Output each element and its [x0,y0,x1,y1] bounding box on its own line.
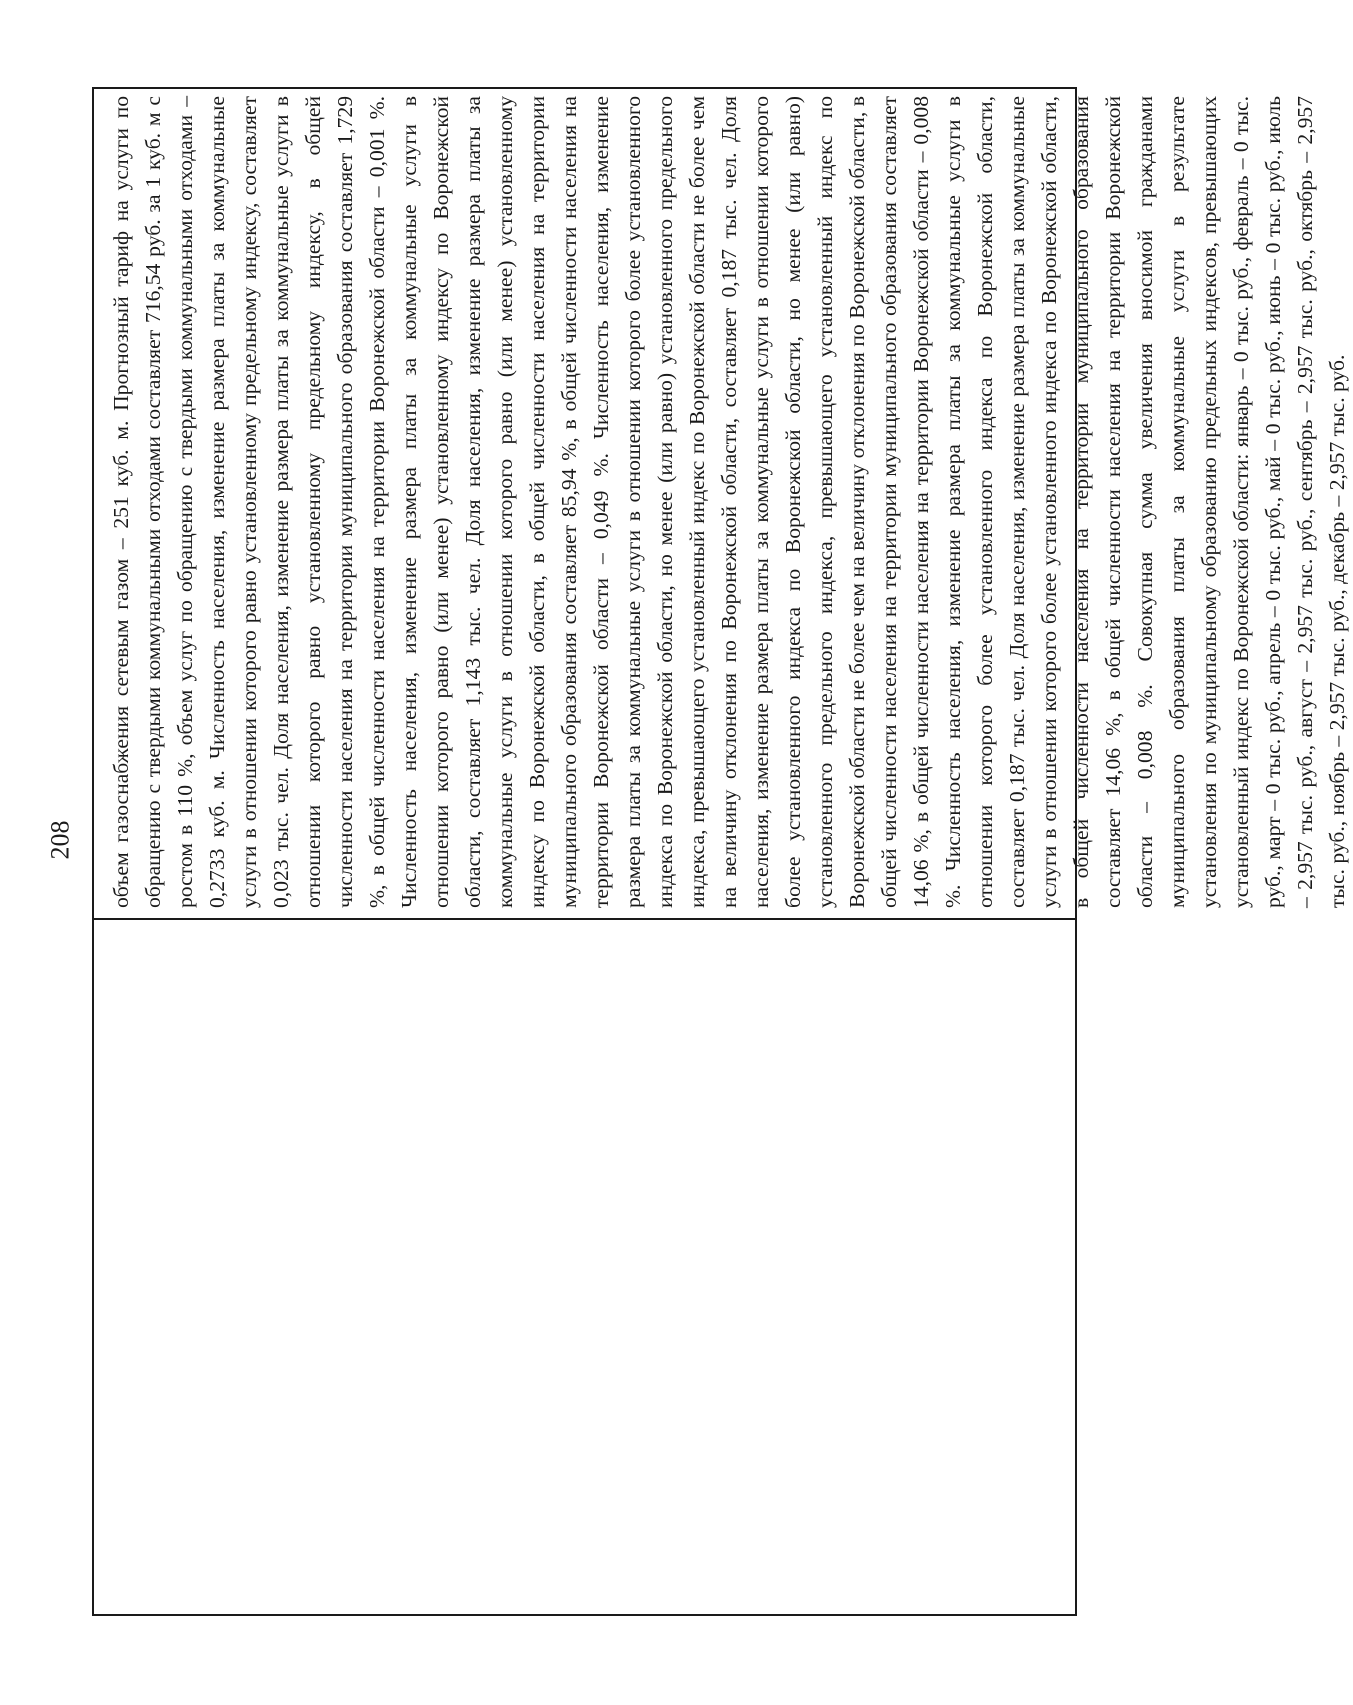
table-cell-text [94,89,1349,918]
cell-paragraph: объем газоснабжения сетевым газом – 251 куб. м. Прогнозный тариф на услуги по обращению с твердыми коммунальными отходами составляет 716,54 руб. за 1 куб. м с ростом в 110 %, объем услуг по обращению с твердыми коммунальными отходами – 0,2733 куб. м. Численность населения, изменение размера платы за коммунальные услуги в отношении которого равно установленному предельному индексу, составляет 0,023 тыс. чел. Доля населения, изменение размера платы за коммунальные услуги в отношении которого равно установленному предельному индексу, в общей численности населения на территории муниципального образования составляет 1,729 %, в общей численности населения на территории Воронежской области – 0,001 %. Численность населения, изменение размера платы за коммунальные услуги в отношении которого равно (или менее) установленному индексу по Воронежской области, составляет 1,143 тыс. чел. Доля населения, изменение размера платы за коммунальные услуги в отношении которого равно (или менее) установленному индексу по Воронежской области, в общей численности населения на территории муниципального образования составляет 85,94 %, в общей численности населения на территории Воронежской области – 0,049 %. Численность населения, изменение размера платы за коммунальные услуги в отношении которого более установленного индекса по Воронежской области, но менее (или равно) установленного предельного индекса, превышающего установленный индекс по Воронежской области не более чем на величину отклонения по Воронежской области, составляет 0,187 тыс. чел. Доля населения, изменение размера платы за коммунальные услуги в отношении которого более установленного индекса по Воронежской области, но менее (или равно) установленного предельного индекса, превышающего установленный индекс по Воронежской области не более чем на величину отклонения по Воронежской области, в общей численности населения на территории муниципального образования составляет 14,06 %, в общей численности населения на территории Воронежской области – 0,008 %. Численность населения, изменение размера платы за коммунальные услуги в отношении которого более установленного индекса по Воронежской области, составляет 0,187 тыс. чел. Доля населения, изменение размера платы за коммунальные услуги в отношении которого более установленного индекса по Воронежской области, в общей численности населения на территории муниципального образования составляет 14,06 %, в общей численности населения на территории Воронежской области – 0,008 %. Совокупная сумма увеличения вносимой гражданами муниципального образования платы за коммунальные услуги в результате установления по муниципальному образованию предельных индексов, превышающих установленный индекс по Воронежской области: январь – 0 тыс. руб., февраль – 0 тыс. руб., март – 0 тыс. руб., апрель – 0 тыс. руб., май – 0 тыс. руб., июнь – 0 тыс. руб., июль – 2,957 тыс. руб., август – 2,957 тыс. руб., сентябрь – 2,957 тыс. руб., октябрь – 2,957 тыс. руб., ноябрь – 2,957 тыс. руб., декабрь – 2,957 тыс. руб. [109,96,1349,908]
page-number [36,810,84,870]
document-table [92,87,1349,1616]
table-cell-empty [94,920,1075,1614]
page-number-text: 208 [45,820,74,860]
